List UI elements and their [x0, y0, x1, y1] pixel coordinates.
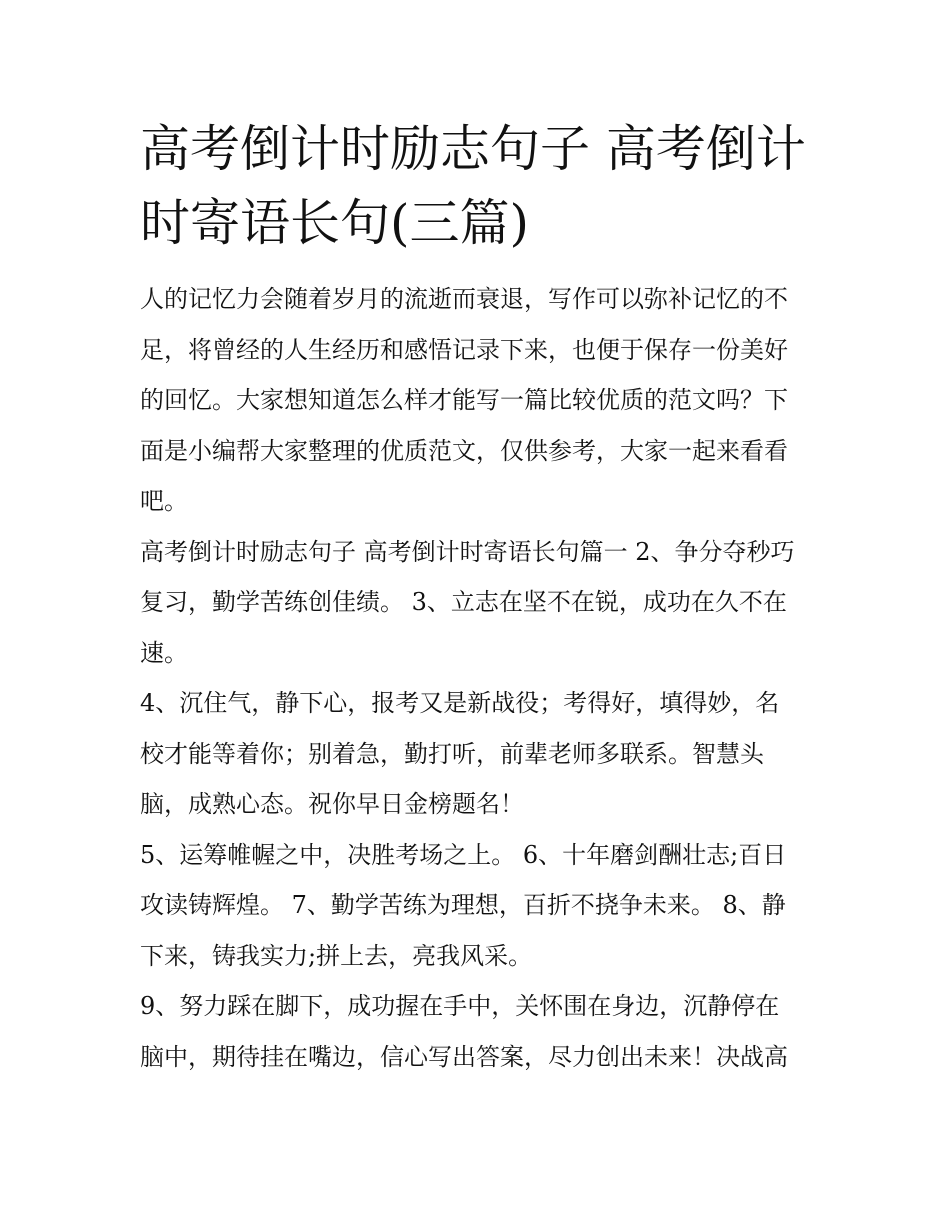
- paragraph-item-9: [140, 981, 812, 1082]
- title-line: 时寄语长句(三篇): [140, 194, 530, 252]
- intro-paragraph: [140, 274, 812, 527]
- paragraph-line: 脑中，期待挂在嘴边，信心写出答案，尽力创出未来！决战高: [140, 1042, 788, 1071]
- paragraph-line: 的回忆。大家想知道怎么样才能写一篇比较优质的范文吗？下: [140, 386, 788, 414]
- title-line: 高考倒计时励志句子 高考倒计: [140, 120, 806, 178]
- paragraph-line: 面是小编帮大家整理的优质范文，仅供参考，大家一起来看看: [140, 436, 788, 465]
- paragraph-line: 复习，勤学苦练创佳绩。 3、立志在坚不在锐，成功在久不在: [140, 588, 787, 616]
- page-title: [140, 112, 812, 260]
- paragraph-line: 吧。: [140, 487, 188, 515]
- paragraph-line: 4、沉住气，静下心，报考又是新战役；考得好，填得妙，名: [140, 689, 780, 717]
- paragraph-part-one: [140, 527, 812, 679]
- paragraph-line: 高考倒计时励志句子 高考倒计时寄语长句篇一 2、争分夺秒巧: [140, 537, 795, 566]
- paragraph-line: 速。: [140, 638, 188, 667]
- paragraph-line: 脑，成熟心态。祝你早日金榜题名！: [140, 790, 524, 818]
- document-body: [140, 112, 812, 1082]
- paragraph-line: 5、运筹帷幄之中，决胜考场之上。 6、十年磨剑酬壮志;百日: [140, 840, 787, 869]
- paragraph-line: 下来，铸我实力;拼上去，亮我风采。: [140, 941, 533, 970]
- paragraph-line: 攻读铸辉煌。 7、勤学苦练为理想，百折不挠争未来。 8、静: [140, 891, 786, 919]
- paragraph-item-4: [140, 678, 812, 830]
- paragraph-items-5-8: [140, 830, 812, 982]
- paragraph-line: 足，将曾经的人生经历和感悟记录下来，也便于保存一份美好: [140, 335, 788, 364]
- paragraph-line: 人的记忆力会随着岁月的流逝而衰退，写作可以弥补记忆的不: [140, 285, 788, 313]
- paragraph-line: 校才能等着你；别着急，勤打听，前辈老师多联系。智慧头: [140, 739, 764, 768]
- paragraph-line: 9、努力踩在脚下，成功握在手中，关怀围在身边，沉静停在: [140, 992, 780, 1020]
